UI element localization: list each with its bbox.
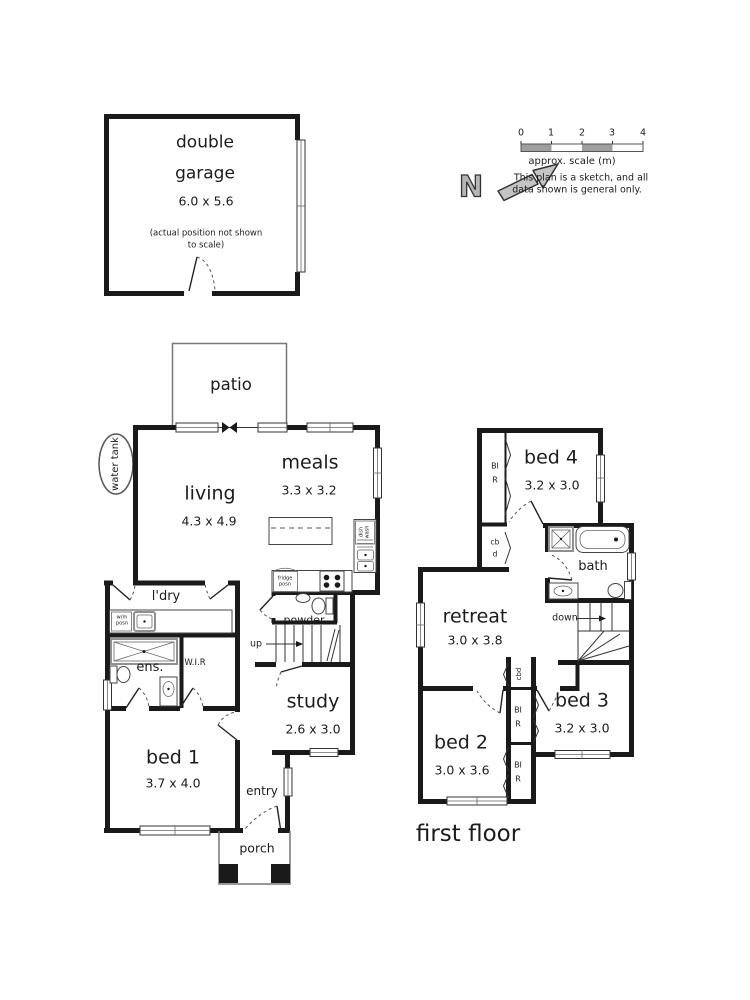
robe-label-bir-bed2: BIR xyxy=(514,760,522,783)
bathtub-icon xyxy=(576,527,629,553)
room-label-patio: patio xyxy=(210,375,252,395)
wm-posn-label: w/m posn xyxy=(115,614,128,626)
dim-label-bed1: 3.7 x 4.0 xyxy=(145,775,201,791)
porch-pillar xyxy=(219,864,238,883)
dim-label-living: 4.3 x 4.9 xyxy=(181,513,237,529)
scale-tick-3: 3 xyxy=(608,127,616,139)
dim-label-bed3: 3.2 x 3.0 xyxy=(554,720,610,736)
room-label-entry: entry xyxy=(246,783,278,798)
scale-caption: approx. scale (m) xyxy=(528,156,616,167)
dim-label-meals: 3.3 x 3.2 xyxy=(281,482,337,498)
room-label-bath: bath xyxy=(578,559,608,575)
toilet-icon xyxy=(110,666,130,683)
scale-tick-2: 2 xyxy=(578,127,586,139)
island-bench xyxy=(269,518,332,545)
room-label-bed4: bed 4 xyxy=(524,446,578,469)
scale-bar xyxy=(521,141,643,152)
disclaimer-line1: This plan is a sketch, and all xyxy=(513,172,649,184)
cupboard-label-hall: cbd xyxy=(514,667,523,681)
room-label-meals: meals xyxy=(281,451,339,474)
sliding-door xyxy=(176,422,287,433)
dishwasher-label: dish wash xyxy=(358,525,370,539)
room-label-bed2: bed 2 xyxy=(434,731,488,754)
room-label-bed3: bed 3 xyxy=(555,689,609,712)
porch-pillar xyxy=(271,864,290,883)
room-label-porch: porch xyxy=(239,840,275,856)
stairs-up xyxy=(266,625,340,662)
room-label-study: study xyxy=(286,690,340,713)
toilet-icon xyxy=(608,582,632,600)
room-label-wir: W.I.R xyxy=(184,657,206,668)
fridge-posn-label: fridge posn xyxy=(277,575,293,587)
room-label-retreat: retreat xyxy=(442,605,508,628)
dim-label-bed4: 3.2 x 3.0 xyxy=(524,477,580,493)
scale-tick-1: 1 xyxy=(547,127,555,139)
scale-tick-0: 0 xyxy=(517,127,525,139)
scale-tick-4: 4 xyxy=(639,127,647,139)
dim-label-study: 2.6 x 3.0 xyxy=(285,721,341,737)
stairs-up-label: up xyxy=(249,638,263,650)
door-swing xyxy=(189,257,215,291)
water-tank-label: water tank xyxy=(110,437,121,491)
garage-note: (actual position not shown to scale) xyxy=(149,228,263,251)
dim-label-bed2: 3.0 x 3.6 xyxy=(434,762,490,778)
disclaimer-line2: data shown is general only. xyxy=(512,184,642,196)
laundry-trough-icon xyxy=(134,612,155,631)
dim-label-retreat: 3.0 x 3.8 xyxy=(447,632,503,648)
room-label-laundry: l'dry xyxy=(151,589,181,605)
shower-icon xyxy=(549,527,573,551)
garage-dims: 6.0 x 5.6 xyxy=(178,193,234,209)
floor-title-first-floor: first floor xyxy=(415,821,521,848)
garage-name: double garage xyxy=(175,132,235,183)
toilet-icon xyxy=(312,598,333,614)
robe-label-bir-bed4: BIR xyxy=(491,461,499,485)
vanity-icon xyxy=(160,677,177,706)
stairs-down-label: down xyxy=(552,612,578,624)
robe-label-bir-bed3: BIR xyxy=(514,705,522,728)
stairs-down xyxy=(576,602,630,662)
vanity-icon xyxy=(549,583,578,599)
room-label-bed1: bed 1 xyxy=(146,746,200,769)
basin-icon xyxy=(296,594,310,603)
north-label: N xyxy=(458,169,484,204)
ground-floor-plan xyxy=(99,344,382,885)
cooktop-icon xyxy=(320,571,344,591)
cupboard-label-bed4: cbd xyxy=(490,537,500,558)
room-label-ensuite: ens. xyxy=(136,660,164,676)
room-label-powder: powder xyxy=(283,613,325,627)
room-label-living: living xyxy=(184,482,236,505)
window xyxy=(297,140,305,272)
